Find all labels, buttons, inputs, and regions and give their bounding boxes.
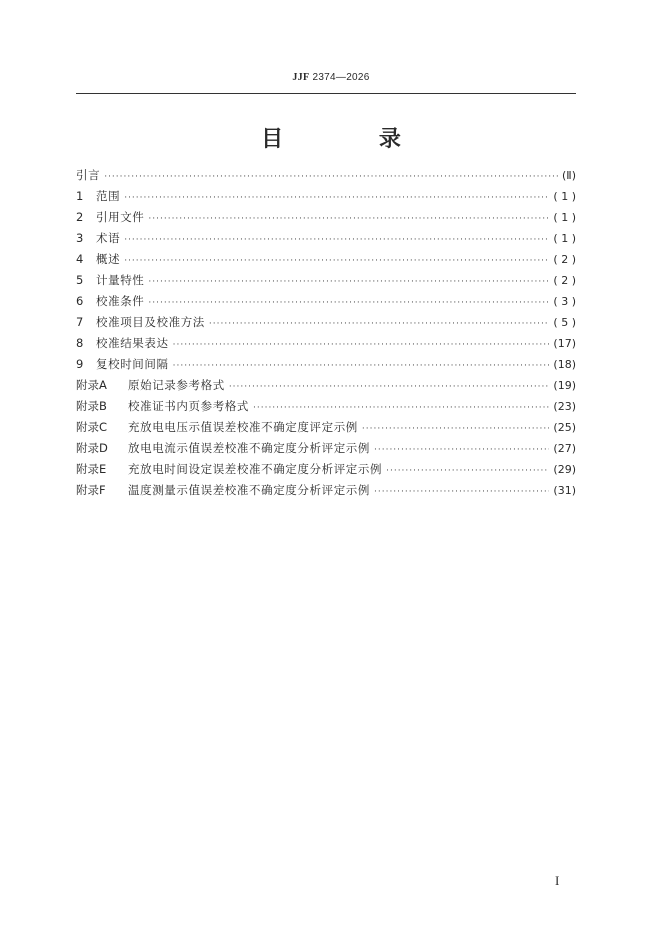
toc-entry-label: 校准条件 — [96, 294, 145, 308]
toc-leader-dots — [104, 167, 558, 188]
standard-code: JJF — [292, 72, 310, 83]
toc-entry-label: 温度测量示值误差校准不确定度分析评定示例 — [128, 483, 370, 497]
toc-entry-2[interactable] — [76, 207, 576, 228]
toc-entry-page: (31) — [553, 484, 576, 497]
toc-entry-number: 3 — [76, 231, 84, 245]
toc-leader-dots — [374, 482, 549, 503]
toc-entry-number: 1 — [76, 189, 84, 203]
header-rule — [76, 93, 576, 94]
toc-entry-number: 附录F — [76, 483, 106, 497]
toc-entry-page: ( 2 ) — [553, 274, 576, 287]
standard-number: 2374—2026 — [312, 72, 370, 83]
page-title: 目 录 — [261, 127, 445, 152]
toc-entry-7[interactable] — [76, 312, 576, 333]
toc-entry-number: 9 — [76, 357, 84, 371]
toc-entry-appendix-f[interactable] — [76, 480, 576, 501]
page-number: I — [555, 873, 560, 888]
table-of-contents — [76, 165, 576, 501]
toc-entry-label: 充放电时间设定误差校准不确定度分析评定示例 — [128, 462, 383, 476]
toc-entry-appendix-d[interactable] — [76, 438, 576, 459]
toc-entry-appendix-c[interactable] — [76, 417, 576, 438]
toc-leader-dots — [362, 419, 550, 440]
toc-entry-page: ( 1 ) — [553, 211, 576, 224]
toc-entry-page: (23) — [553, 400, 576, 413]
toc-entry-page: ( 1 ) — [553, 190, 576, 203]
toc-entry-foreword[interactable] — [76, 165, 576, 186]
toc-entry-label: 复校时间间隔 — [96, 357, 169, 371]
toc-entry-page: (27) — [553, 442, 576, 455]
toc-leader-dots — [148, 293, 549, 314]
toc-entry-number: 5 — [76, 273, 84, 287]
toc-entry-page: ( 3 ) — [553, 295, 576, 308]
toc-entry-page: (19) — [553, 379, 576, 392]
toc-leader-dots — [173, 335, 550, 356]
toc-entry-label: 校准证书内页参考格式 — [128, 399, 249, 413]
toc-entry-label: 术语 — [96, 231, 121, 245]
toc-entry-number: 4 — [76, 252, 84, 266]
toc-entry-page: ( 2 ) — [553, 253, 576, 266]
toc-entry-8[interactable] — [76, 333, 576, 354]
toc-entry-number: 附录C — [76, 420, 108, 434]
toc-entry-label: 范围 — [96, 189, 121, 203]
toc-entry-label: 放电电流示值误差校准不确定度分析评定示例 — [128, 441, 370, 455]
toc-entry-number: 附录B — [76, 399, 107, 413]
toc-entry-label: 校准结果表达 — [96, 336, 169, 350]
toc-entry-label: 原始记录参考格式 — [128, 378, 225, 392]
toc-entry-page: (17) — [553, 337, 576, 350]
toc-leader-dots — [386, 461, 549, 482]
toc-entry-4[interactable] — [76, 249, 576, 270]
toc-leader-dots — [124, 251, 549, 272]
toc-entry-label: 引言 — [76, 168, 101, 182]
toc-leader-dots — [229, 377, 550, 398]
toc-entry-number: 附录E — [76, 462, 107, 476]
toc-entry-page: (25) — [553, 421, 576, 434]
toc-entry-page: ( 5 ) — [553, 316, 576, 329]
toc-leader-dots — [253, 398, 549, 419]
toc-entry-label: 充放电电压示值误差校准不确定度评定示例 — [128, 420, 358, 434]
toc-entry-number: 附录D — [76, 441, 108, 455]
toc-entry-number: 8 — [76, 336, 84, 350]
toc-entry-label: 计量特性 — [96, 273, 145, 287]
toc-entry-label: 概述 — [96, 252, 121, 266]
page-header — [0, 72, 662, 83]
toc-entry-5[interactable] — [76, 270, 576, 291]
toc-entry-page: ( 1 ) — [553, 232, 576, 245]
toc-entry-page: (29) — [553, 463, 576, 476]
toc-entry-appendix-e[interactable] — [76, 459, 576, 480]
toc-leader-dots — [148, 209, 549, 230]
toc-leader-dots — [124, 188, 549, 209]
toc-entry-label: 校准项目及校准方法 — [96, 315, 205, 329]
toc-entry-9[interactable] — [76, 354, 576, 375]
toc-entry-page: (18) — [553, 358, 576, 371]
toc-entry-number: 2 — [76, 210, 84, 224]
toc-leader-dots — [148, 272, 549, 293]
toc-entry-1[interactable] — [76, 186, 576, 207]
toc-entry-label: 引用文件 — [96, 210, 145, 224]
toc-entry-page: (Ⅱ) — [562, 169, 576, 182]
toc-leader-dots — [173, 356, 550, 377]
toc-entry-number: 7 — [76, 315, 84, 329]
toc-leader-dots — [124, 230, 549, 251]
toc-entry-6[interactable] — [76, 291, 576, 312]
toc-entry-3[interactable] — [76, 228, 576, 249]
toc-leader-dots — [374, 440, 549, 461]
toc-entry-number: 6 — [76, 294, 84, 308]
toc-entry-appendix-b[interactable] — [76, 396, 576, 417]
toc-leader-dots — [209, 314, 550, 335]
toc-entry-number: 附录A — [76, 378, 107, 392]
toc-entry-appendix-a[interactable] — [76, 375, 576, 396]
